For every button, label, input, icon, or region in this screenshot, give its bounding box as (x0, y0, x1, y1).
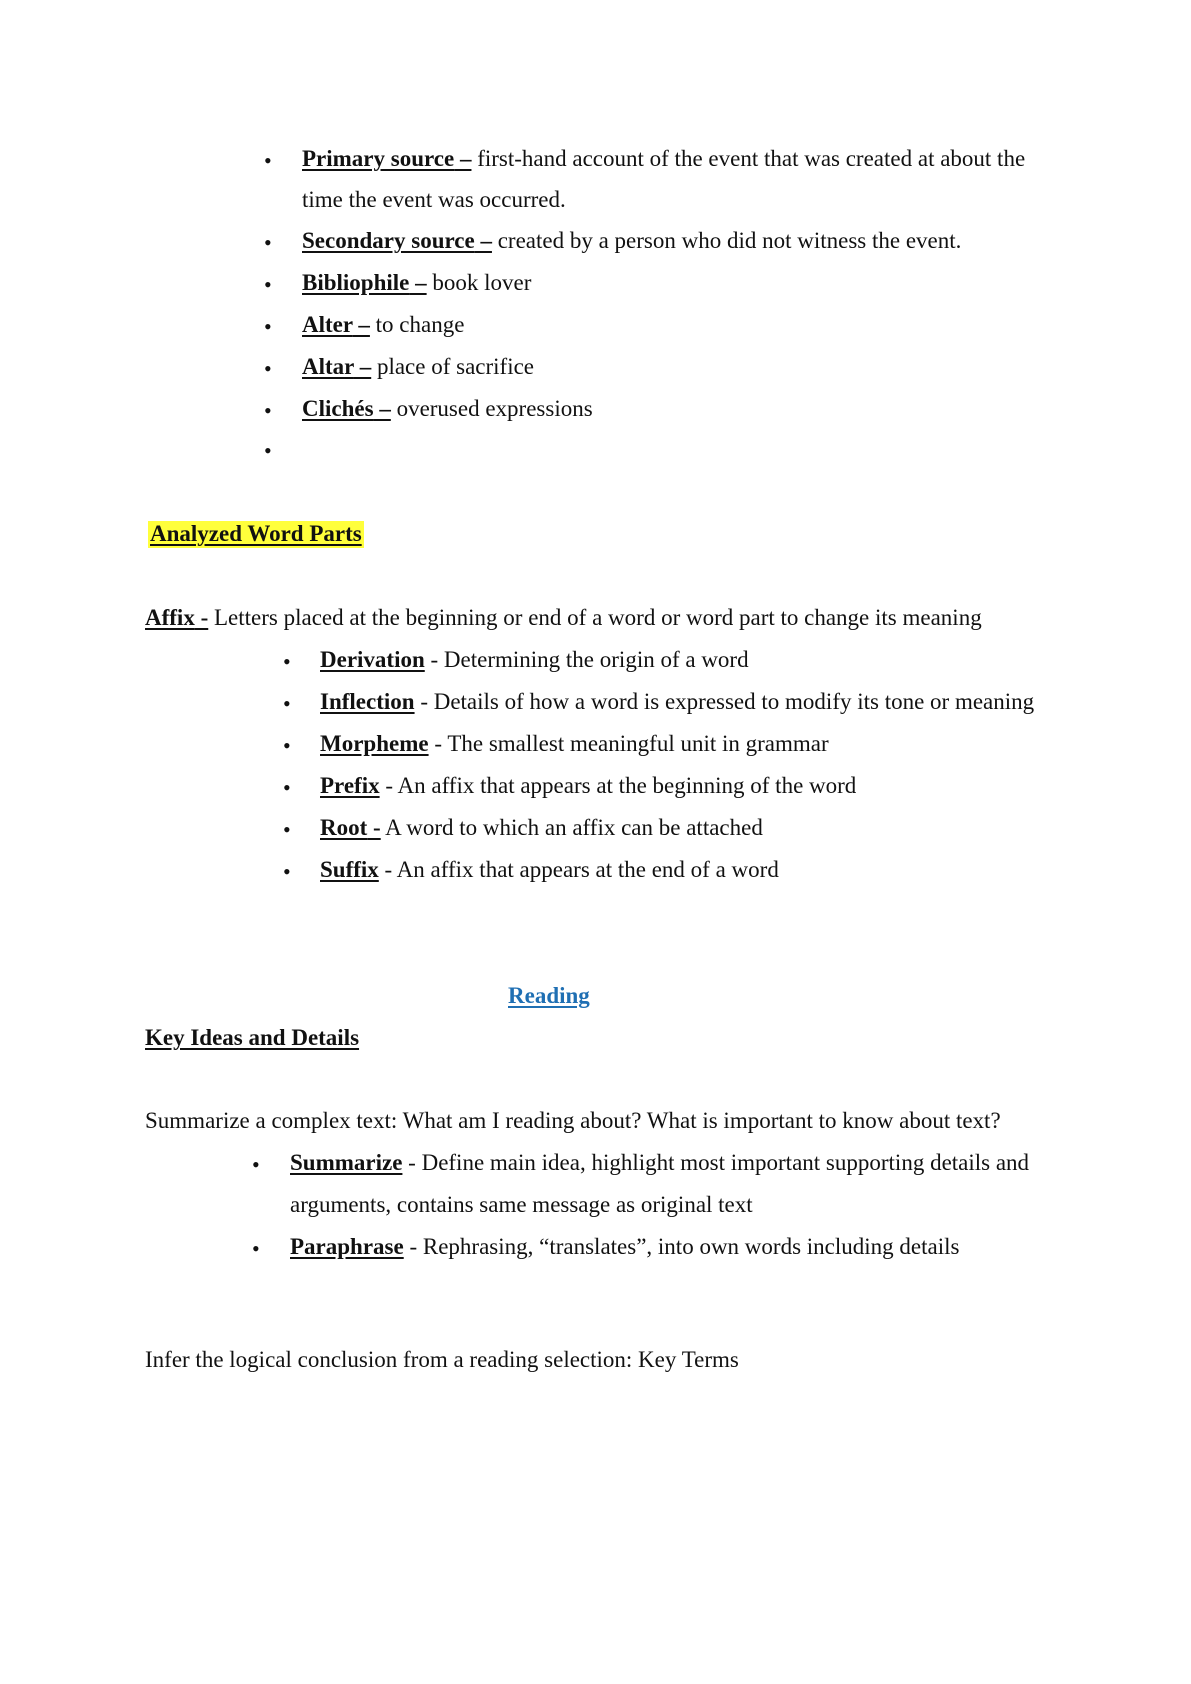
vocab-definition: place of sacrifice (371, 354, 535, 379)
vocab-definition: first-hand account of the event that was created at about the (471, 146, 1026, 171)
word-part-item (320, 646, 749, 674)
reading-title-text: Reading (508, 983, 590, 1008)
reading-term: Paraphrase (290, 1234, 404, 1259)
word-part-term: Morpheme (320, 731, 429, 756)
reading-definition: - Rephrasing, “translates”, into own words including details (403, 1234, 960, 1259)
bullet: • (283, 775, 291, 800)
vocab-term: Alter (302, 312, 353, 337)
empty-bullet: • (264, 438, 272, 463)
bullet: • (264, 314, 272, 339)
reading-definition: - Define main idea, highlight most important supporting details and (402, 1150, 1030, 1175)
word-part-term: Root (320, 815, 368, 840)
key-ideas-heading (145, 1024, 359, 1052)
reading-term: Summarize (290, 1150, 403, 1175)
bullet: • (283, 649, 291, 674)
word-part-term: Suffix (320, 857, 379, 882)
affix-term: Affix (145, 605, 195, 630)
section-heading-word-parts (148, 520, 364, 548)
reading-item (290, 1233, 959, 1261)
vocab-term: Altar (302, 354, 354, 379)
reading-definition-continued: arguments, contains same message as original text (290, 1192, 753, 1217)
bullet: • (283, 733, 291, 758)
vocab-term: Primary source (302, 146, 455, 171)
bullet: • (283, 859, 291, 884)
word-part-item (320, 688, 1034, 716)
bullet: • (264, 398, 272, 423)
vocab-definition-continued: time the event was occurred. (302, 187, 566, 212)
word-part-definition: - Determining the origin of a word (424, 647, 749, 672)
vocab-item (302, 353, 534, 381)
reading-item (290, 1149, 1029, 1177)
word-part-term: Derivation (320, 647, 425, 672)
vocab-definition: to change (369, 312, 465, 337)
word-part-definition: A word to which an affix can be attached (380, 815, 763, 840)
vocab-term: Bibliophile (302, 270, 410, 295)
term-separator: – (352, 312, 370, 337)
vocab-item (302, 311, 464, 339)
bullet: • (264, 148, 272, 173)
word-part-term: Prefix (320, 773, 380, 798)
affix-definition (145, 604, 982, 632)
reading-title (508, 982, 590, 1010)
bullet: • (264, 356, 272, 381)
vocab-item (302, 395, 593, 423)
bullet: • (264, 272, 272, 297)
vocab-item (302, 145, 1025, 173)
key-ideas-heading-text: Key Ideas and Details (145, 1025, 360, 1050)
bullet: • (283, 691, 291, 716)
word-part-item (320, 856, 779, 884)
word-part-definition: - An affix that appears at the end of a word (378, 857, 779, 882)
term-separator: - (367, 815, 381, 840)
vocab-term: Secondary source (302, 228, 475, 253)
word-part-definition: - An affix that appears at the beginning of the word (379, 773, 857, 798)
term-separator: – (454, 146, 472, 171)
term-separator: – (353, 354, 372, 379)
vocab-definition: overused expressions (390, 396, 593, 421)
vocab-definition: created by a person who did not witness the event. (491, 228, 962, 253)
vocab-item (302, 269, 531, 297)
highlighted-heading: Analyzed Word Parts (150, 521, 362, 546)
bullet: • (252, 1236, 260, 1261)
word-part-definition: - The smallest meaningful unit in grammar (428, 731, 829, 756)
word-part-item (320, 730, 829, 758)
bullet: • (252, 1152, 260, 1177)
word-part-item (320, 772, 856, 800)
bullet: • (264, 230, 272, 255)
vocab-term: Clichés (302, 396, 374, 421)
term-separator: – (373, 396, 391, 421)
vocab-definition: book lover (426, 270, 532, 295)
summarize-intro: Summarize a complex text: What am I reading about? What is important to know about text? (145, 1108, 1001, 1133)
word-part-definition: - Details of how a word is expressed to modify its tone or meaning (414, 689, 1035, 714)
infer-line: Infer the logical conclusion from a reading selection: Key Terms (145, 1347, 739, 1372)
vocab-item (302, 227, 961, 255)
term-separator: – (474, 228, 492, 253)
bullet: • (283, 817, 291, 842)
word-part-item (320, 814, 763, 842)
affix-text: Letters placed at the beginning or end of a word or word part to change its meaning (208, 605, 982, 630)
term-separator: - (194, 605, 209, 630)
word-part-term: Inflection (320, 689, 415, 714)
term-separator: – (409, 270, 427, 295)
